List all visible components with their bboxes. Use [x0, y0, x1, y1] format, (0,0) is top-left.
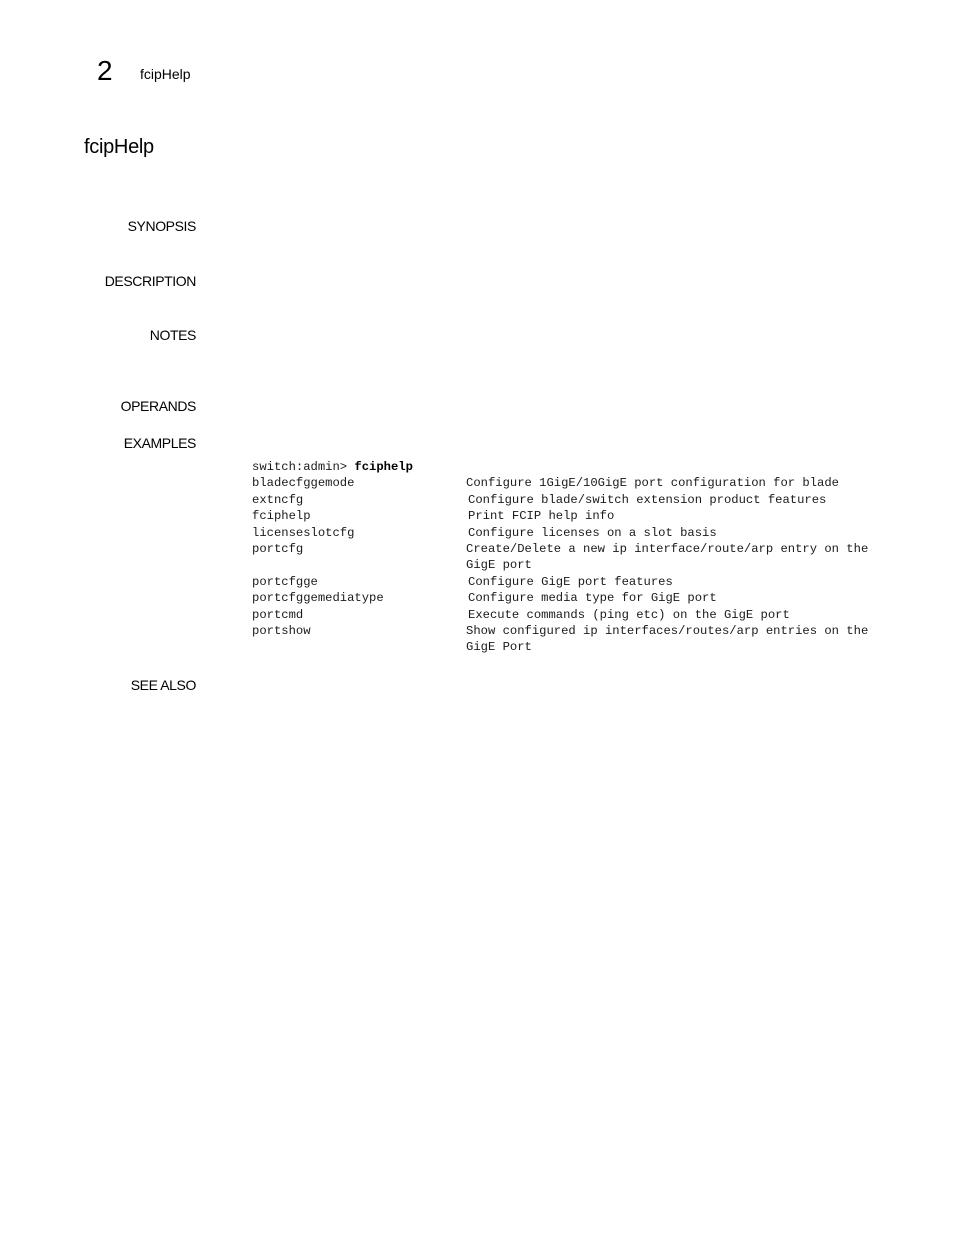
- command-description: Create/Delete a new ip interface/route/arp entry on the GigE port: [466, 542, 869, 573]
- section-heading-description: DESCRIPTION: [104, 273, 196, 289]
- example-code-block: [252, 459, 892, 656]
- table-row: [252, 590, 892, 606]
- table-row: [252, 541, 892, 574]
- running-header-title: fcipHelp: [140, 66, 191, 82]
- table-row: [252, 475, 892, 491]
- example-prompt-line: [252, 459, 892, 475]
- command-name: portcfggemediatype: [252, 591, 384, 606]
- table-row: [252, 508, 892, 524]
- command-description: Print FCIP help info: [468, 509, 615, 524]
- table-row: [252, 623, 892, 656]
- command-name: portcmd: [252, 607, 304, 622]
- command-description: Show configured ip interfaces/routes/arp entries on the GigE Port: [466, 624, 869, 655]
- section-heading-notes: NOTES: [149, 327, 196, 343]
- command-description: Configure GigE port features: [468, 574, 673, 589]
- command-description: Configure blade/switch extension product features: [468, 492, 827, 507]
- command-name: licenseslotcfg: [252, 525, 355, 540]
- table-row: [252, 607, 892, 623]
- command-description: Configure media type for GigE port: [468, 591, 717, 606]
- command-description: Configure 1GigE/10GigE port configuration for blade: [466, 476, 839, 491]
- command-name: portshow: [252, 624, 311, 639]
- table-row: [252, 525, 892, 541]
- command-name: portcfgge: [252, 574, 318, 589]
- command-name: extncfg: [252, 492, 304, 507]
- table-row: [252, 492, 892, 508]
- section-heading-synopsis: SYNOPSIS: [127, 218, 196, 234]
- chapter-number: 2: [97, 55, 113, 86]
- prompt-text: switch:admin>: [252, 460, 355, 474]
- command-name: portcfg: [252, 542, 304, 557]
- page-title: fcipHelp: [84, 136, 154, 158]
- command-description: Configure licenses on a slot basis: [468, 525, 717, 540]
- table-row: [252, 574, 892, 590]
- command-name: fciphelp: [252, 509, 311, 524]
- command-name: bladecfggemode: [252, 476, 355, 491]
- section-heading-examples: EXAMPLES: [123, 435, 196, 451]
- command-description: Execute commands (ping etc) on the GigE port: [468, 607, 790, 622]
- section-heading-operands: OPERANDS: [120, 398, 196, 414]
- section-heading-see-also: SEE ALSO: [130, 677, 196, 693]
- prompt-command: fciphelp: [354, 460, 413, 474]
